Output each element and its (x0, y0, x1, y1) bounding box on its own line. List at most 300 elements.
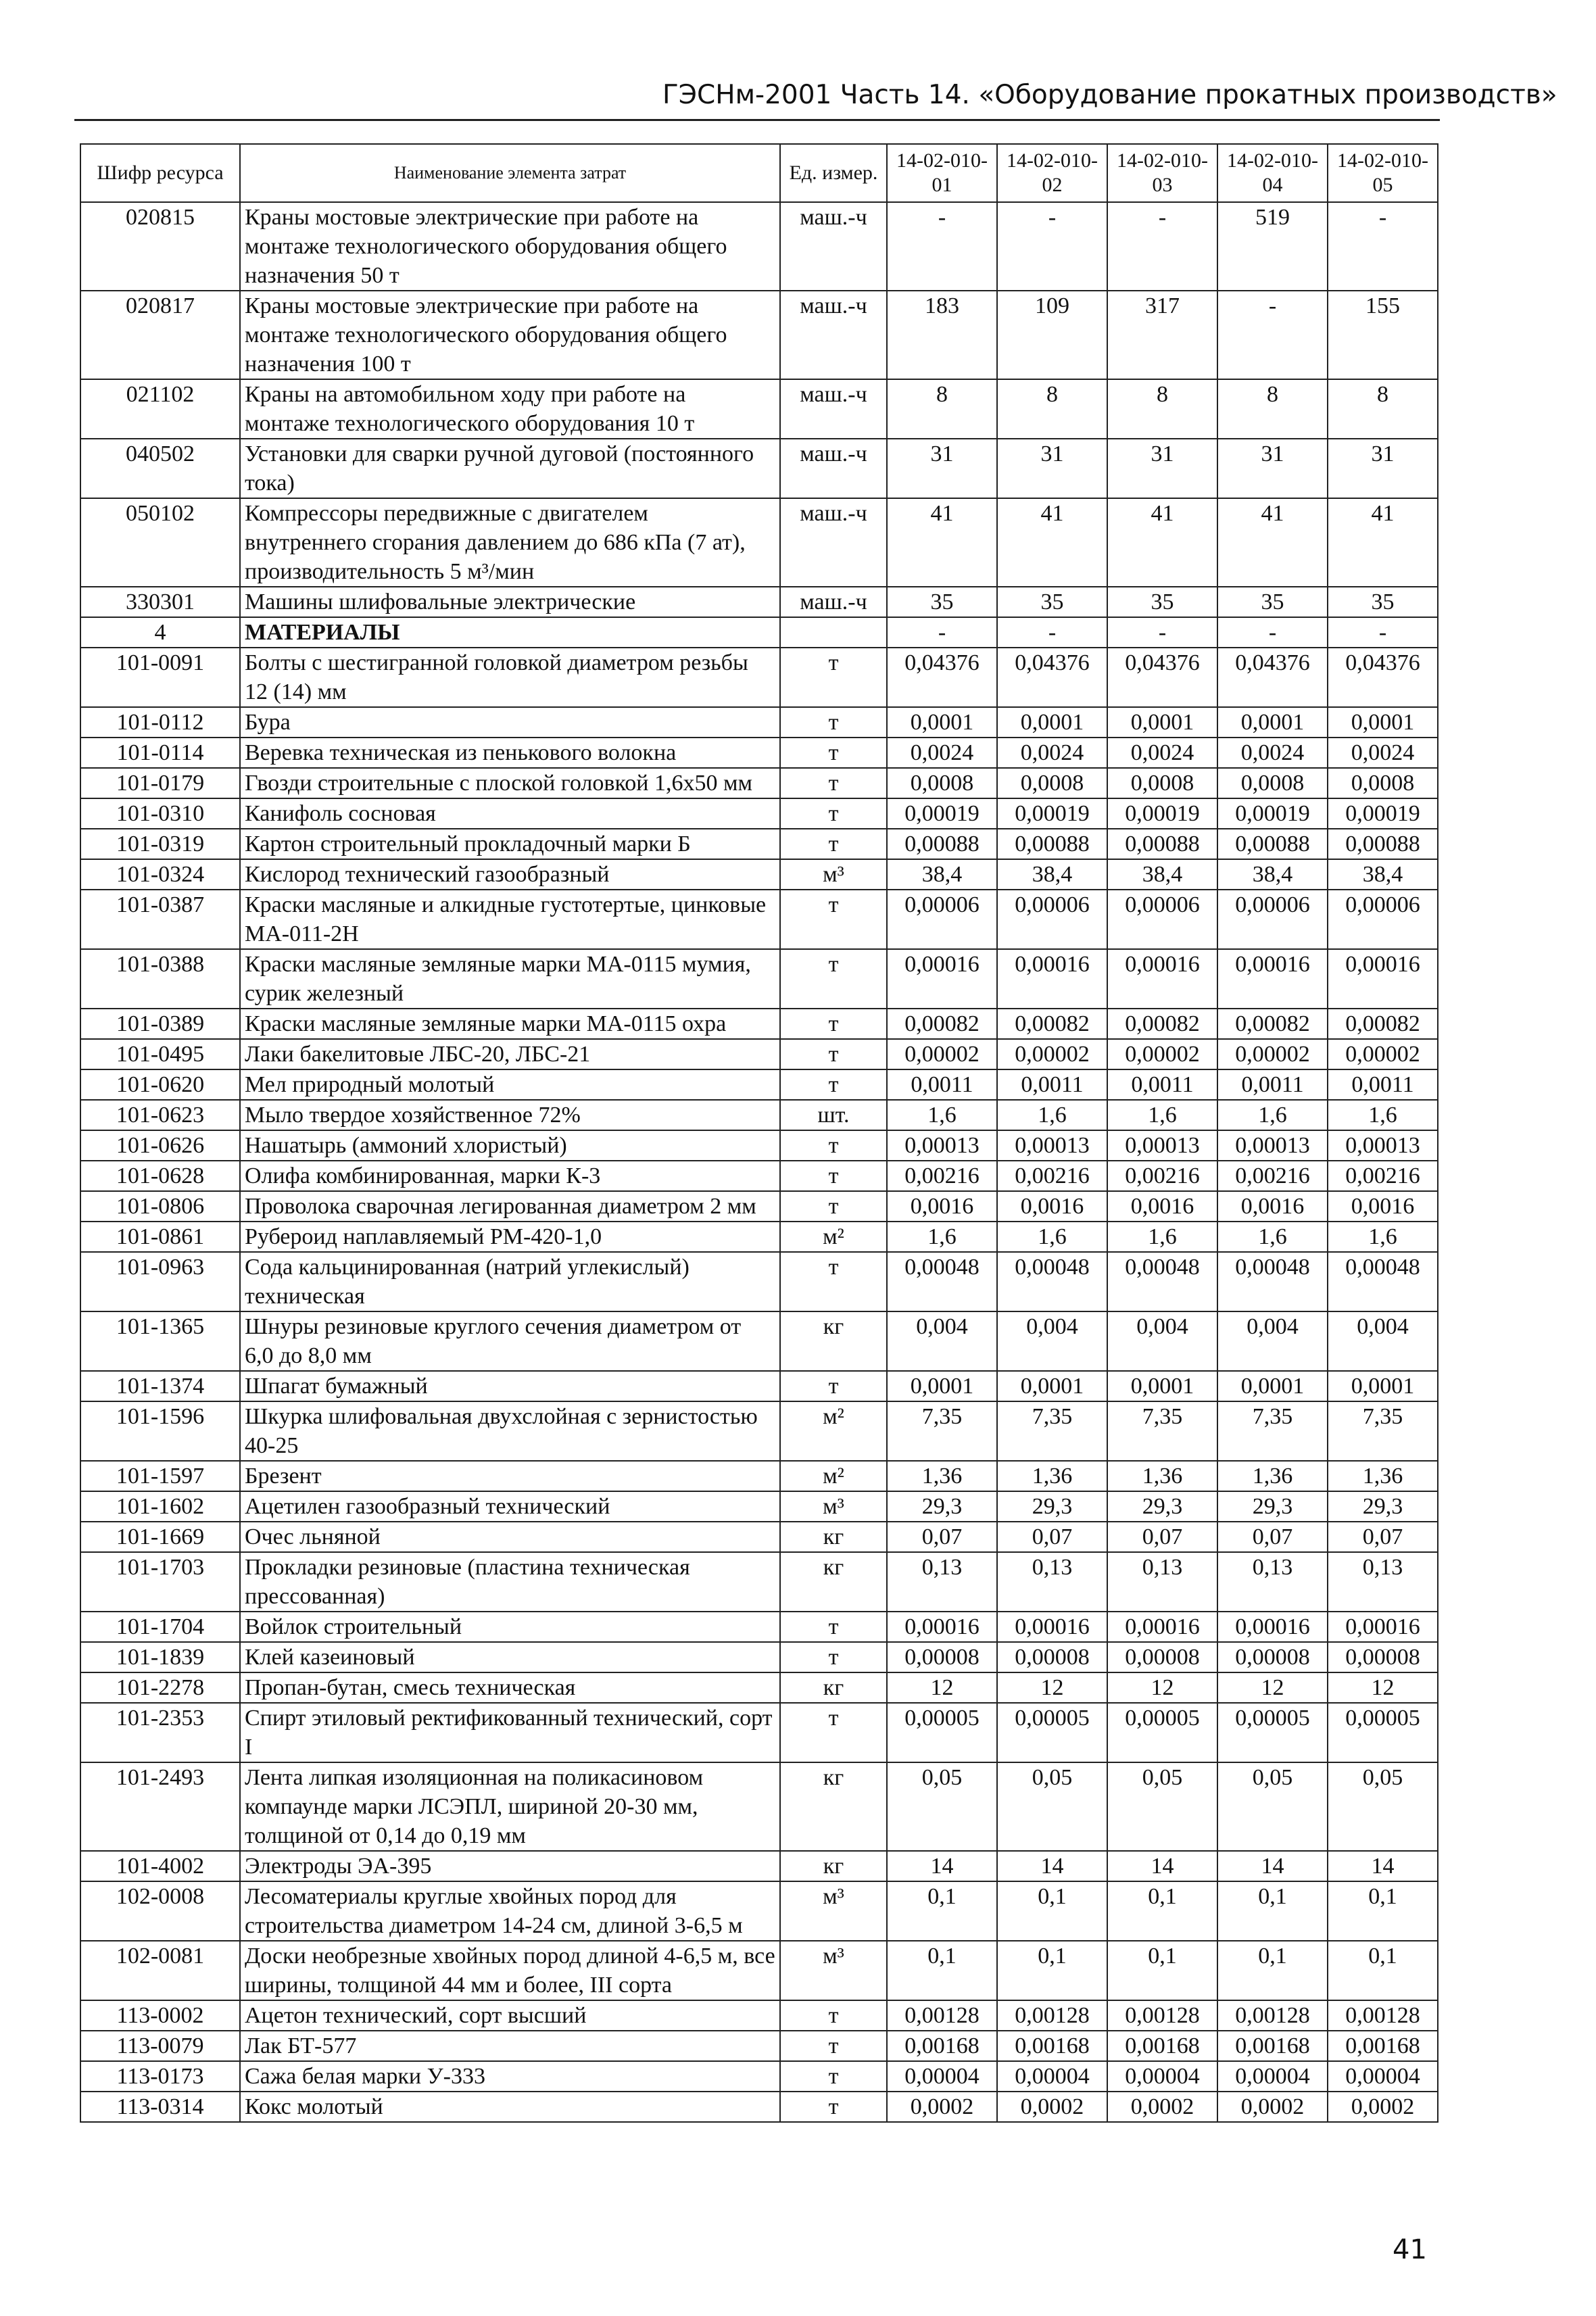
variant-1-value-cell: 0,004 (887, 1311, 997, 1371)
variant-3-value-cell: 0,13 (1107, 1552, 1217, 1612)
variant-1-value-cell: 0,0001 (887, 707, 997, 738)
variant-4-value-cell: 0,0024 (1217, 738, 1328, 768)
resource-code-cell: 102-0008 (80, 1881, 240, 1941)
variant-3-value-cell: 31 (1107, 439, 1217, 498)
variant-4-value-cell: 1,36 (1217, 1461, 1328, 1491)
variant-4-value-cell: 0,0011 (1217, 1069, 1328, 1100)
resource-code-cell: 101-0495 (80, 1039, 240, 1069)
resource-name-cell: Клей казеиновый (240, 1642, 780, 1672)
variant-2-value-cell: 0,0008 (997, 768, 1107, 798)
variant-2-value-cell: 0,00005 (997, 1703, 1107, 1762)
variant-1-value-cell: 0,1 (887, 1881, 997, 1941)
variant-3-value-cell: 14 (1107, 1851, 1217, 1881)
variant-2-value-cell: 31 (997, 439, 1107, 498)
variant-2-value-cell: 8 (997, 379, 1107, 439)
resource-name-cell: Шкурка шлифовальная двухслойная с зернистостью 40-25 (240, 1401, 780, 1461)
table-row (80, 738, 1438, 768)
variant-5-value-cell: 38,4 (1328, 859, 1438, 890)
variant-4-value-cell: 0,0001 (1217, 707, 1328, 738)
resource-name-cell: Краны на автомобильном ходу при работе на монтаже технологического оборудования 10 т (240, 379, 780, 439)
resource-name-cell: Мыло твердое хозяйственное 72% (240, 1100, 780, 1130)
table-row (80, 1552, 1438, 1612)
variant-4-value-cell: 0,00048 (1217, 1252, 1328, 1311)
variant-5-value-cell: 14 (1328, 1851, 1438, 1881)
resource-name-cell: Войлок строительный (240, 1612, 780, 1642)
table-body (80, 202, 1438, 2122)
resource-code-cell: 330301 (80, 587, 240, 617)
variant-1-value-cell: 0,00082 (887, 1009, 997, 1039)
variant-4-value-cell: 0,00128 (1217, 2000, 1328, 2031)
variant-2-value-cell: 0,1 (997, 1881, 1107, 1941)
variant-4-value-cell: 0,00216 (1217, 1161, 1328, 1191)
table-row (80, 291, 1438, 379)
variant-5-value-cell: 0,13 (1328, 1552, 1438, 1612)
variant-4-value-cell: 0,004 (1217, 1311, 1328, 1371)
unit-cell: кг (780, 1311, 887, 1371)
table-row (80, 1252, 1438, 1311)
table-row (80, 587, 1438, 617)
variant-4-value-cell: 0,00019 (1217, 798, 1328, 829)
resource-code-cell: 113-0002 (80, 2000, 240, 2031)
variant-4-value-cell: 0,0002 (1217, 2092, 1328, 2122)
variant-5-value-cell: 1,6 (1328, 1222, 1438, 1252)
variant-1-value-cell: - (887, 617, 997, 648)
table-row (80, 890, 1438, 949)
variant-4-value-cell: 0,1 (1217, 1881, 1328, 1941)
unit-cell: т (780, 1612, 887, 1642)
resource-code-cell: 101-1602 (80, 1491, 240, 1522)
resource-code-cell: 101-0620 (80, 1069, 240, 1100)
unit-cell: т (780, 2000, 887, 2031)
variant-4-value-cell: 0,0008 (1217, 768, 1328, 798)
variant-4-value-cell: 0,00088 (1217, 829, 1328, 859)
unit-cell: кг (780, 1762, 887, 1851)
variant-3-value-cell: 0,0011 (1107, 1069, 1217, 1100)
table-row (80, 1222, 1438, 1252)
unit-cell: т (780, 768, 887, 798)
variant-2-value-cell: 1,6 (997, 1100, 1107, 1130)
variant-4-value-cell: 31 (1217, 439, 1328, 498)
table-row (80, 1130, 1438, 1161)
variant-1-value-cell: 0,00128 (887, 2000, 997, 2031)
variant-5-value-cell: 0,0001 (1328, 707, 1438, 738)
unit-cell: т (780, 1039, 887, 1069)
variant-3-value-cell: - (1107, 617, 1217, 648)
variant-5-value-cell: 0,00082 (1328, 1009, 1438, 1039)
variant-1-value-cell: 1,6 (887, 1100, 997, 1130)
unit-cell: т (780, 1009, 887, 1039)
variant-3-value-cell: 41 (1107, 498, 1217, 587)
variant-3-value-cell: 29,3 (1107, 1491, 1217, 1522)
resource-code-cell: 040502 (80, 439, 240, 498)
variant-5-value-cell: 0,00008 (1328, 1642, 1438, 1672)
variant-2-value-cell: 0,0011 (997, 1069, 1107, 1100)
variant-1-value-cell: 0,05 (887, 1762, 997, 1851)
table-row (80, 2031, 1438, 2061)
resource-name-cell: Проволока сварочная легированная диаметром 2 мм (240, 1191, 780, 1222)
unit-cell: т (780, 738, 887, 768)
unit-cell: т (780, 1642, 887, 1672)
resource-code-cell: 101-1596 (80, 1401, 240, 1461)
variant-2-value-cell: 0,00002 (997, 1039, 1107, 1069)
variant-2-value-cell: 0,0001 (997, 707, 1107, 738)
resource-name-cell: Ацетон технический, сорт высший (240, 2000, 780, 2031)
variant-1-value-cell: 0,13 (887, 1552, 997, 1612)
variant-4-value-cell: 0,00168 (1217, 2031, 1328, 2061)
resource-name-cell: Сажа белая марки У-333 (240, 2061, 780, 2092)
variant-1-value-cell: 0,0016 (887, 1191, 997, 1222)
resource-name-cell: Электроды ЭА-395 (240, 1851, 780, 1881)
unit-cell: т (780, 707, 887, 738)
unit-cell: м³ (780, 859, 887, 890)
resource-code-cell: 101-0388 (80, 949, 240, 1009)
variant-4-value-cell: - (1217, 291, 1328, 379)
variant-3-value-cell: - (1107, 202, 1217, 291)
variant-2-value-cell: 0,00004 (997, 2061, 1107, 2092)
variant-1-value-cell: 0,0001 (887, 1371, 997, 1401)
variant-2-value-cell: 0,13 (997, 1552, 1107, 1612)
variant-5-value-cell: 0,1 (1328, 1941, 1438, 2000)
column-header-variant-2: 14-02-010-02 (997, 144, 1107, 202)
variant-5-value-cell: 0,00016 (1328, 1612, 1438, 1642)
table-row (80, 1461, 1438, 1491)
variant-5-value-cell: 0,00006 (1328, 890, 1438, 949)
resource-code-cell: 101-0319 (80, 829, 240, 859)
table-row (80, 2092, 1438, 2122)
unit-cell: т (780, 1703, 887, 1762)
variant-3-value-cell: 0,004 (1107, 1311, 1217, 1371)
resource-name-cell: Гвозди строительные с плоской головкой 1,6х50 мм (240, 768, 780, 798)
variant-2-value-cell: 0,00082 (997, 1009, 1107, 1039)
column-header-name: Наименование элемента затрат (240, 144, 780, 202)
variant-4-value-cell: 29,3 (1217, 1491, 1328, 1522)
variant-5-value-cell: 0,0008 (1328, 768, 1438, 798)
unit-cell: маш.-ч (780, 587, 887, 617)
variant-3-value-cell: 0,00005 (1107, 1703, 1217, 1762)
resource-code-cell: 020815 (80, 202, 240, 291)
table-row (80, 1311, 1438, 1371)
variant-4-value-cell: 0,00002 (1217, 1039, 1328, 1069)
variant-2-value-cell: 0,0001 (997, 1371, 1107, 1401)
variant-5-value-cell: - (1328, 617, 1438, 648)
variant-1-value-cell: 7,35 (887, 1401, 997, 1461)
variant-5-value-cell: 0,04376 (1328, 648, 1438, 707)
unit-cell: маш.-ч (780, 202, 887, 291)
variant-5-value-cell: 1,36 (1328, 1461, 1438, 1491)
table-row (80, 1941, 1438, 2000)
resource-code-cell: 101-1839 (80, 1642, 240, 1672)
variant-3-value-cell: 8 (1107, 379, 1217, 439)
variant-3-value-cell: 0,00088 (1107, 829, 1217, 859)
table-row (80, 617, 1438, 648)
table-row (80, 1703, 1438, 1762)
resource-code-cell: 101-0112 (80, 707, 240, 738)
variant-2-value-cell: - (997, 202, 1107, 291)
variant-2-value-cell: 0,004 (997, 1311, 1107, 1371)
variant-5-value-cell: 0,00216 (1328, 1161, 1438, 1191)
running-header: ГЭСНм-2001 Часть 14. «Оборудование прокатных производств» (662, 80, 1557, 110)
column-header-variant-3: 14-02-010-03 (1107, 144, 1217, 202)
unit-cell: т (780, 1252, 887, 1311)
variant-5-value-cell: 0,0002 (1328, 2092, 1438, 2122)
resource-code-cell: 101-0806 (80, 1191, 240, 1222)
variant-1-value-cell: 0,1 (887, 1941, 997, 2000)
resource-name-cell: Краски масляные и алкидные густотертые, цинковые МА-011-2Н (240, 890, 780, 949)
variant-4-value-cell: 0,07 (1217, 1522, 1328, 1552)
variant-1-value-cell: 0,00019 (887, 798, 997, 829)
variant-3-value-cell: 0,00168 (1107, 2031, 1217, 2061)
variant-2-value-cell: 0,0002 (997, 2092, 1107, 2122)
table-row (80, 1371, 1438, 1401)
variant-5-value-cell: 0,05 (1328, 1762, 1438, 1851)
unit-cell: маш.-ч (780, 498, 887, 587)
resource-code-cell: 101-0387 (80, 890, 240, 949)
variant-2-value-cell: 0,00013 (997, 1130, 1107, 1161)
variant-3-value-cell: 1,6 (1107, 1100, 1217, 1130)
table-row (80, 768, 1438, 798)
variant-3-value-cell: 0,00216 (1107, 1161, 1217, 1191)
column-header-variant-1: 14-02-010-01 (887, 144, 997, 202)
resource-name-cell: Бура (240, 707, 780, 738)
variant-2-value-cell: 0,05 (997, 1762, 1107, 1851)
unit-cell: маш.-ч (780, 379, 887, 439)
resource-code-cell: 101-0623 (80, 1100, 240, 1130)
resource-name-cell: Ацетилен газообразный технический (240, 1491, 780, 1522)
variant-3-value-cell: 0,00002 (1107, 1039, 1217, 1069)
resource-name-cell: Лаки бакелитовые ЛБС-20, ЛБС-21 (240, 1039, 780, 1069)
variant-1-value-cell: - (887, 202, 997, 291)
variant-1-value-cell: 0,0008 (887, 768, 997, 798)
variant-2-value-cell: 29,3 (997, 1491, 1107, 1522)
table-row (80, 2000, 1438, 2031)
unit-cell: т (780, 1130, 887, 1161)
variant-3-value-cell: 0,00128 (1107, 2000, 1217, 2031)
variant-1-value-cell: 0,00088 (887, 829, 997, 859)
resource-code-cell: 101-1374 (80, 1371, 240, 1401)
resource-name-cell: Очес льняной (240, 1522, 780, 1552)
variant-2-value-cell: 109 (997, 291, 1107, 379)
variant-1-value-cell: 0,00048 (887, 1252, 997, 1311)
variant-2-value-cell: 1,6 (997, 1222, 1107, 1252)
variant-5-value-cell: 0,00088 (1328, 829, 1438, 859)
unit-cell: т (780, 2061, 887, 2092)
resource-code-cell: 101-0114 (80, 738, 240, 768)
resource-name-cell: Картон строительный прокладочный марки Б (240, 829, 780, 859)
variant-2-value-cell: 0,00006 (997, 890, 1107, 949)
variant-1-value-cell: 0,00004 (887, 2061, 997, 2092)
variant-4-value-cell: 1,6 (1217, 1100, 1328, 1130)
variant-2-value-cell: - (997, 617, 1107, 648)
resource-name-cell: Спирт этиловый ректификованный технический, сорт I (240, 1703, 780, 1762)
variant-1-value-cell: 1,6 (887, 1222, 997, 1252)
variant-3-value-cell: 0,00016 (1107, 1612, 1217, 1642)
resource-name-cell: Пропан-бутан, смесь техническая (240, 1672, 780, 1703)
variant-4-value-cell: 0,00005 (1217, 1703, 1328, 1762)
column-header-unit: Ед. измер. (780, 144, 887, 202)
variant-5-value-cell: 0,00013 (1328, 1130, 1438, 1161)
table-row (80, 1039, 1438, 1069)
variant-4-value-cell: - (1217, 617, 1328, 648)
resource-name-cell: Установки для сварки ручной дуговой (постоянного тока) (240, 439, 780, 498)
variant-5-value-cell: 155 (1328, 291, 1438, 379)
unit-cell: т (780, 1371, 887, 1401)
variant-5-value-cell: 0,00019 (1328, 798, 1438, 829)
variant-1-value-cell: 0,00006 (887, 890, 997, 949)
variant-4-value-cell: 0,13 (1217, 1552, 1328, 1612)
variant-5-value-cell: 0,0001 (1328, 1371, 1438, 1401)
variant-4-value-cell: 8 (1217, 379, 1328, 439)
variant-5-value-cell: 0,0016 (1328, 1191, 1438, 1222)
unit-cell: т (780, 890, 887, 949)
variant-1-value-cell: 12 (887, 1672, 997, 1703)
resource-code-cell: 101-0179 (80, 768, 240, 798)
resource-code-cell: 020817 (80, 291, 240, 379)
resource-name-cell: Веревка техническая из пенькового волокна (240, 738, 780, 768)
resource-name-cell: Шнуры резиновые круглого сечения диаметром от 6,0 до 8,0 мм (240, 1311, 780, 1371)
variant-5-value-cell: 12 (1328, 1672, 1438, 1703)
variant-2-value-cell: 0,00019 (997, 798, 1107, 829)
variant-5-value-cell: 0,07 (1328, 1522, 1438, 1552)
variant-3-value-cell: 7,35 (1107, 1401, 1217, 1461)
variant-2-value-cell: 1,36 (997, 1461, 1107, 1491)
resource-name-cell: Краны мостовые электрические при работе на монтаже технологического оборудования общего назначения 50 т (240, 202, 780, 291)
unit-cell: т (780, 798, 887, 829)
unit-cell: м³ (780, 1941, 887, 2000)
variant-3-value-cell: 1,36 (1107, 1461, 1217, 1491)
resource-code-cell: 101-0389 (80, 1009, 240, 1039)
variant-1-value-cell: 0,00013 (887, 1130, 997, 1161)
variant-2-value-cell: 0,00016 (997, 949, 1107, 1009)
variant-1-value-cell: 31 (887, 439, 997, 498)
variant-2-value-cell: 0,00216 (997, 1161, 1107, 1191)
variant-5-value-cell: 0,00016 (1328, 949, 1438, 1009)
unit-cell (780, 617, 887, 648)
variant-1-value-cell: 35 (887, 587, 997, 617)
variant-1-value-cell: 0,00216 (887, 1161, 997, 1191)
variant-3-value-cell: 0,0001 (1107, 1371, 1217, 1401)
resource-table (80, 143, 1438, 2123)
variant-3-value-cell: 0,0024 (1107, 738, 1217, 768)
unit-cell: м² (780, 1222, 887, 1252)
resource-name-cell: Машины шлифовальные электрические (240, 587, 780, 617)
variant-5-value-cell: 0,00168 (1328, 2031, 1438, 2061)
variant-5-value-cell: 8 (1328, 379, 1438, 439)
resource-name-cell: Кокс молотый (240, 2092, 780, 2122)
variant-2-value-cell: 0,00048 (997, 1252, 1107, 1311)
resource-code-cell: 4 (80, 617, 240, 648)
resource-code-cell: 101-0628 (80, 1161, 240, 1191)
resource-code-cell: 101-1703 (80, 1552, 240, 1612)
resource-name-cell: Шпагат бумажный (240, 1371, 780, 1401)
resource-name-cell: Болты с шестигранной головкой диаметром резьбы 12 (14) мм (240, 648, 780, 707)
table-row (80, 1161, 1438, 1191)
variant-2-value-cell: 0,04376 (997, 648, 1107, 707)
variant-1-value-cell: 0,00008 (887, 1642, 997, 1672)
variant-5-value-cell: 35 (1328, 587, 1438, 617)
resource-name-cell: Доски необрезные хвойных пород длиной 4-6,5 м, все ширины, толщиной 44 мм и более, III сорта (240, 1941, 780, 2000)
variant-3-value-cell: 0,00016 (1107, 949, 1217, 1009)
resource-name-cell: Лесоматериалы круглые хвойных пород для строительства диаметром 14-24 см, длиной 3-6,5 м (240, 1881, 780, 1941)
variant-2-value-cell: 35 (997, 587, 1107, 617)
variant-1-value-cell: 0,07 (887, 1522, 997, 1552)
table-row (80, 439, 1438, 498)
variant-2-value-cell: 38,4 (997, 859, 1107, 890)
variant-4-value-cell: 14 (1217, 1851, 1328, 1881)
table-row (80, 1100, 1438, 1130)
unit-cell: т (780, 648, 887, 707)
resource-name-cell: Кислород технический газообразный (240, 859, 780, 890)
variant-3-value-cell: 0,05 (1107, 1762, 1217, 1851)
resource-code-cell: 101-2493 (80, 1762, 240, 1851)
variant-4-value-cell: 35 (1217, 587, 1328, 617)
page-number: 41 (1393, 2234, 1427, 2265)
variant-4-value-cell: 7,35 (1217, 1401, 1328, 1461)
unit-cell: т (780, 829, 887, 859)
variant-5-value-cell: 0,00128 (1328, 2000, 1438, 2031)
table-row (80, 798, 1438, 829)
unit-cell: маш.-ч (780, 439, 887, 498)
variant-1-value-cell: 0,04376 (887, 648, 997, 707)
variant-1-value-cell: 0,0024 (887, 738, 997, 768)
resource-code-cell: 113-0173 (80, 2061, 240, 2092)
table-row (80, 1642, 1438, 1672)
variant-3-value-cell: 0,0002 (1107, 2092, 1217, 2122)
column-header-variant-5: 14-02-010-05 (1328, 144, 1438, 202)
variant-2-value-cell: 12 (997, 1672, 1107, 1703)
table-row (80, 2061, 1438, 2092)
variant-1-value-cell: 14 (887, 1851, 997, 1881)
variant-5-value-cell: 0,00005 (1328, 1703, 1438, 1762)
variant-4-value-cell: 0,00008 (1217, 1642, 1328, 1672)
variant-1-value-cell: 0,00168 (887, 2031, 997, 2061)
table-row (80, 648, 1438, 707)
variant-5-value-cell: 0,004 (1328, 1311, 1438, 1371)
resource-name-cell: Нашатырь (аммоний хлористый) (240, 1130, 780, 1161)
variant-4-value-cell: 0,00006 (1217, 890, 1328, 949)
variant-3-value-cell: 35 (1107, 587, 1217, 617)
variant-4-value-cell: 41 (1217, 498, 1328, 587)
variant-2-value-cell: 0,00168 (997, 2031, 1107, 2061)
resource-name-cell: Компрессоры передвижные с двигателем внутреннего сгорания давлением до 686 кПа (7 ат), производительность 5 м³/мин (240, 498, 780, 587)
variant-2-value-cell: 0,00008 (997, 1642, 1107, 1672)
unit-cell: т (780, 1069, 887, 1100)
table-row (80, 1401, 1438, 1461)
variant-5-value-cell: 1,6 (1328, 1100, 1438, 1130)
variant-1-value-cell: 183 (887, 291, 997, 379)
resource-code-cell: 021102 (80, 379, 240, 439)
unit-cell: м³ (780, 1491, 887, 1522)
variant-5-value-cell: 0,00002 (1328, 1039, 1438, 1069)
variant-4-value-cell: 519 (1217, 202, 1328, 291)
variant-1-value-cell: 0,00016 (887, 949, 997, 1009)
resource-name-cell: Прокладки резиновые (пластина техническая прессованная) (240, 1552, 780, 1612)
variant-3-value-cell: 0,00006 (1107, 890, 1217, 949)
unit-cell: м² (780, 1461, 887, 1491)
table-row (80, 1069, 1438, 1100)
variant-1-value-cell: 8 (887, 379, 997, 439)
variant-3-value-cell: 0,0016 (1107, 1191, 1217, 1222)
table-row (80, 1522, 1438, 1552)
variant-2-value-cell: 41 (997, 498, 1107, 587)
variant-3-value-cell: 0,00008 (1107, 1642, 1217, 1672)
variant-5-value-cell: 0,1 (1328, 1881, 1438, 1941)
table-row (80, 1762, 1438, 1851)
unit-cell: т (780, 2092, 887, 2122)
variant-1-value-cell: 0,0002 (887, 2092, 997, 2122)
unit-cell: шт. (780, 1100, 887, 1130)
variant-5-value-cell: 7,35 (1328, 1401, 1438, 1461)
table-row (80, 1491, 1438, 1522)
